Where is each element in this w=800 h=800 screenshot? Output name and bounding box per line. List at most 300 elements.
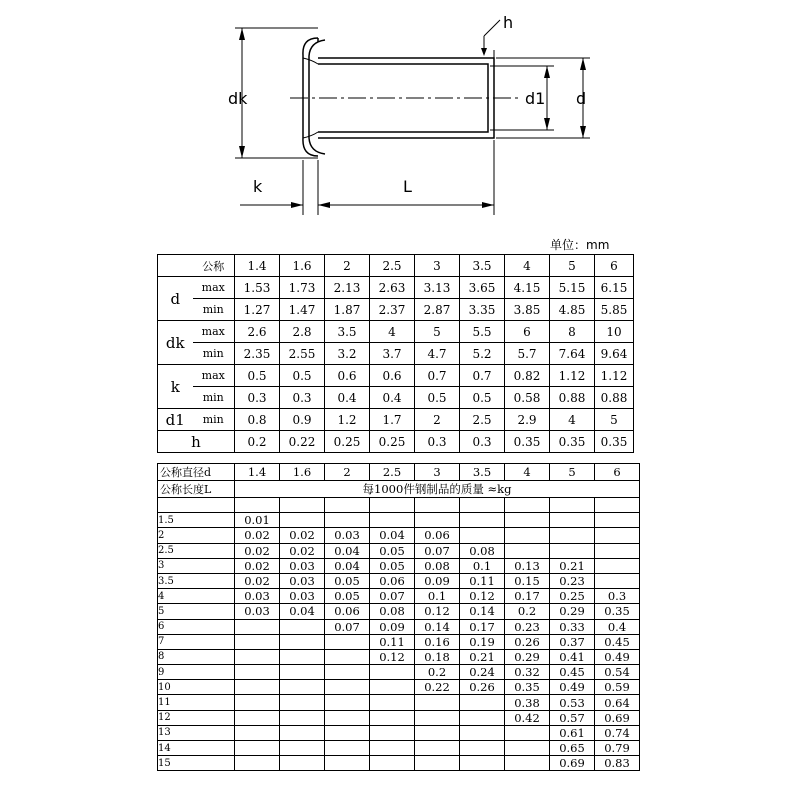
spec-value-cell: 3.65 bbox=[460, 277, 505, 299]
mass-value-cell: 0.03 bbox=[325, 528, 370, 543]
mass-value-cell bbox=[280, 680, 325, 695]
mass-title-row bbox=[158, 481, 640, 498]
spec-value-cell: 2.37 bbox=[370, 299, 415, 321]
spec-value-cell: 0.35 bbox=[550, 431, 595, 453]
spec-value-cell: 0.7 bbox=[460, 365, 505, 387]
mass-value-cell bbox=[505, 756, 550, 771]
spec-size-header: 2.5 bbox=[370, 255, 415, 277]
mass-value-cell: 0.02 bbox=[280, 543, 325, 558]
spec-value-cell: 1.7 bbox=[370, 409, 415, 431]
mass-value-cell bbox=[415, 513, 460, 528]
mass-value-cell bbox=[280, 513, 325, 528]
mass-value-cell bbox=[370, 710, 415, 725]
spec-value-cell: 0.25 bbox=[325, 431, 370, 453]
mass-row bbox=[158, 680, 640, 695]
spec-value-cell: 0.22 bbox=[280, 431, 325, 453]
mass-blank-cell bbox=[158, 498, 235, 513]
spec-value-cell: 0.3 bbox=[280, 387, 325, 409]
spec-value-cell: 3.85 bbox=[505, 299, 550, 321]
mass-value-cell: 0.69 bbox=[595, 710, 640, 725]
mass-value-cell: 0.29 bbox=[505, 649, 550, 664]
mass-value-cell bbox=[595, 513, 640, 528]
mass-diameter-row bbox=[158, 464, 640, 481]
mass-value-cell bbox=[235, 725, 280, 740]
label-k: k bbox=[253, 177, 263, 196]
mass-value-cell: 0.19 bbox=[460, 634, 505, 649]
mass-value-cell: 0.03 bbox=[280, 558, 325, 573]
mass-length-cell: 6 bbox=[158, 619, 235, 634]
mass-row bbox=[158, 558, 640, 573]
spec-value-cell: 0.7 bbox=[415, 365, 460, 387]
mass-value-cell bbox=[280, 649, 325, 664]
mass-size-header: 6 bbox=[595, 464, 640, 481]
mass-row bbox=[158, 589, 640, 604]
mass-value-cell bbox=[415, 695, 460, 710]
spec-value-cell: 5.15 bbox=[550, 277, 595, 299]
spec-header-row bbox=[158, 255, 634, 277]
spec-param-label: d bbox=[158, 277, 193, 321]
mass-value-cell: 0.11 bbox=[370, 634, 415, 649]
mass-value-cell: 0.02 bbox=[280, 528, 325, 543]
spec-value-cell: 2 bbox=[415, 409, 460, 431]
spec-row bbox=[158, 299, 634, 321]
mass-value-cell: 0.69 bbox=[550, 756, 595, 771]
mass-value-cell bbox=[595, 558, 640, 573]
mass-length-cell: 8 bbox=[158, 649, 235, 664]
mass-value-cell: 0.22 bbox=[415, 680, 460, 695]
mass-value-cell: 0.07 bbox=[370, 589, 415, 604]
spec-value-cell: 2.5 bbox=[460, 409, 505, 431]
mass-value-cell: 0.4 bbox=[595, 619, 640, 634]
mass-value-cell: 0.3 bbox=[595, 589, 640, 604]
mass-value-cell: 0.02 bbox=[235, 528, 280, 543]
spec-row bbox=[158, 431, 634, 453]
mass-length-cell: 3 bbox=[158, 558, 235, 573]
spec-param-label: h bbox=[158, 431, 235, 453]
mass-value-cell bbox=[370, 695, 415, 710]
mass-table bbox=[157, 463, 640, 771]
mass-value-cell bbox=[280, 741, 325, 756]
mass-value-cell bbox=[370, 680, 415, 695]
spec-row bbox=[158, 387, 634, 409]
spec-value-cell: 5.85 bbox=[595, 299, 634, 321]
mass-length-cell: 12 bbox=[158, 710, 235, 725]
spec-value-cell: 0.5 bbox=[415, 387, 460, 409]
mass-length-cell: 4 bbox=[158, 589, 235, 604]
spec-sub-label: max bbox=[193, 365, 235, 387]
mass-value-cell bbox=[595, 543, 640, 558]
mass-value-cell: 0.33 bbox=[550, 619, 595, 634]
mass-row bbox=[158, 543, 640, 558]
mass-value-cell bbox=[595, 528, 640, 543]
mass-value-cell bbox=[595, 573, 640, 588]
mass-value-cell bbox=[235, 665, 280, 680]
mass-blank-cell bbox=[370, 498, 415, 513]
mass-value-cell bbox=[460, 695, 505, 710]
mass-size-header: 4 bbox=[505, 464, 550, 481]
mass-value-cell: 0.09 bbox=[370, 619, 415, 634]
mass-value-cell bbox=[325, 756, 370, 771]
spec-value-cell: 3.5 bbox=[325, 321, 370, 343]
spec-param-label: k bbox=[158, 365, 193, 409]
mass-value-cell bbox=[325, 665, 370, 680]
mass-row bbox=[158, 528, 640, 543]
spec-row bbox=[158, 321, 634, 343]
spec-value-cell: 5 bbox=[595, 409, 634, 431]
label-d1: d1 bbox=[525, 89, 546, 108]
spec-value-cell: 0.2 bbox=[235, 431, 280, 453]
spec-value-cell: 0.35 bbox=[505, 431, 550, 453]
mass-length-cell: 2 bbox=[158, 528, 235, 543]
spec-value-cell: 0.82 bbox=[505, 365, 550, 387]
spec-value-cell: 1.87 bbox=[325, 299, 370, 321]
mass-size-header: 5 bbox=[550, 464, 595, 481]
spec-value-cell: 6.15 bbox=[595, 277, 634, 299]
spec-value-cell: 2.13 bbox=[325, 277, 370, 299]
spec-value-cell: 4 bbox=[550, 409, 595, 431]
mass-row bbox=[158, 695, 640, 710]
mass-value-cell: 0.24 bbox=[460, 665, 505, 680]
mass-value-cell: 0.45 bbox=[550, 665, 595, 680]
mass-value-cell: 0.64 bbox=[595, 695, 640, 710]
mass-value-cell: 0.04 bbox=[325, 558, 370, 573]
mass-value-cell bbox=[235, 649, 280, 664]
mass-row bbox=[158, 665, 640, 680]
mass-value-cell: 0.41 bbox=[550, 649, 595, 664]
mass-value-cell bbox=[460, 528, 505, 543]
spec-value-cell: 0.4 bbox=[370, 387, 415, 409]
spec-corner-cell bbox=[158, 255, 193, 277]
mass-value-cell: 0.25 bbox=[550, 589, 595, 604]
mass-value-cell bbox=[505, 725, 550, 740]
mass-value-cell: 0.13 bbox=[505, 558, 550, 573]
mass-value-cell bbox=[280, 756, 325, 771]
mass-row bbox=[158, 604, 640, 619]
mass-value-cell bbox=[550, 528, 595, 543]
mass-value-cell: 0.05 bbox=[370, 558, 415, 573]
unit-label: 单位：mm bbox=[550, 238, 610, 252]
mass-value-cell: 0.1 bbox=[460, 558, 505, 573]
mass-length-cell: 7 bbox=[158, 634, 235, 649]
mass-value-cell: 0.18 bbox=[415, 649, 460, 664]
mass-value-cell: 0.03 bbox=[280, 573, 325, 588]
mass-blank-row bbox=[158, 498, 640, 513]
spec-value-cell: 8 bbox=[550, 321, 595, 343]
mass-value-cell: 0.35 bbox=[505, 680, 550, 695]
spec-value-cell: 1.12 bbox=[595, 365, 634, 387]
spec-size-header: 1.6 bbox=[280, 255, 325, 277]
mass-length-label: 公称长度L bbox=[158, 481, 235, 498]
mass-row bbox=[158, 634, 640, 649]
mass-value-cell: 0.07 bbox=[325, 619, 370, 634]
spec-value-cell: 0.88 bbox=[550, 387, 595, 409]
mass-value-cell: 0.37 bbox=[550, 634, 595, 649]
spec-sub-label: min bbox=[193, 409, 235, 431]
mass-value-cell bbox=[415, 710, 460, 725]
mass-value-cell bbox=[370, 756, 415, 771]
mass-row bbox=[158, 756, 640, 771]
mass-blank-cell bbox=[280, 498, 325, 513]
mass-value-cell bbox=[370, 665, 415, 680]
mass-size-header: 2.5 bbox=[370, 464, 415, 481]
mass-value-cell bbox=[325, 695, 370, 710]
mass-size-header: 3.5 bbox=[460, 464, 505, 481]
mass-value-cell bbox=[505, 741, 550, 756]
spec-row bbox=[158, 365, 634, 387]
mass-value-cell bbox=[415, 756, 460, 771]
spec-value-cell: 6 bbox=[505, 321, 550, 343]
spec-value-cell: 3.2 bbox=[325, 343, 370, 365]
spec-value-cell: 0.8 bbox=[235, 409, 280, 431]
mass-value-cell: 0.21 bbox=[550, 558, 595, 573]
spec-value-cell: 3.13 bbox=[415, 277, 460, 299]
mass-value-cell: 0.04 bbox=[370, 528, 415, 543]
spec-value-cell: 0.3 bbox=[235, 387, 280, 409]
mass-value-cell bbox=[235, 710, 280, 725]
mass-value-cell: 0.01 bbox=[235, 513, 280, 528]
mass-length-cell: 13 bbox=[158, 725, 235, 740]
mass-value-cell bbox=[505, 543, 550, 558]
mass-value-cell bbox=[460, 513, 505, 528]
mass-value-cell: 0.17 bbox=[505, 589, 550, 604]
spec-sub-label: max bbox=[193, 277, 235, 299]
mass-value-cell: 0.57 bbox=[550, 710, 595, 725]
mass-size-header: 3 bbox=[415, 464, 460, 481]
mass-value-cell bbox=[235, 741, 280, 756]
mass-value-cell bbox=[235, 695, 280, 710]
mass-value-cell: 0.65 bbox=[550, 741, 595, 756]
mass-length-cell: 1.5 bbox=[158, 513, 235, 528]
mass-value-cell bbox=[280, 665, 325, 680]
spec-value-cell: 0.3 bbox=[415, 431, 460, 453]
spec-value-cell: 0.6 bbox=[370, 365, 415, 387]
mass-value-cell: 0.14 bbox=[460, 604, 505, 619]
mass-value-cell: 0.06 bbox=[325, 604, 370, 619]
mass-value-cell: 0.06 bbox=[370, 573, 415, 588]
mass-blank-cell bbox=[505, 498, 550, 513]
spec-value-cell: 0.9 bbox=[280, 409, 325, 431]
label-h: h bbox=[503, 13, 514, 32]
mass-row bbox=[158, 573, 640, 588]
mass-value-cell: 0.26 bbox=[505, 634, 550, 649]
mass-row bbox=[158, 710, 640, 725]
mass-value-cell bbox=[325, 513, 370, 528]
spec-size-header: 5 bbox=[550, 255, 595, 277]
spec-size-header: 3.5 bbox=[460, 255, 505, 277]
rivet-drawing bbox=[0, 0, 800, 235]
mass-blank-cell bbox=[235, 498, 280, 513]
mass-value-cell: 0.02 bbox=[235, 558, 280, 573]
mass-value-cell bbox=[325, 710, 370, 725]
mass-value-cell: 0.03 bbox=[235, 604, 280, 619]
spec-value-cell: 1.73 bbox=[280, 277, 325, 299]
mass-value-cell bbox=[280, 725, 325, 740]
spec-value-cell: 0.35 bbox=[595, 431, 634, 453]
mass-value-cell bbox=[550, 543, 595, 558]
mass-value-cell: 0.16 bbox=[415, 634, 460, 649]
mass-value-cell: 0.08 bbox=[460, 543, 505, 558]
spec-value-cell: 4 bbox=[370, 321, 415, 343]
mass-length-cell: 5 bbox=[158, 604, 235, 619]
mass-value-cell: 0.59 bbox=[595, 680, 640, 695]
mass-value-cell: 0.04 bbox=[280, 604, 325, 619]
mass-value-cell bbox=[325, 741, 370, 756]
mass-blank-cell bbox=[415, 498, 460, 513]
mass-value-cell: 0.83 bbox=[595, 756, 640, 771]
spec-value-cell: 2.35 bbox=[235, 343, 280, 365]
mass-value-cell: 0.14 bbox=[415, 619, 460, 634]
mass-length-cell: 15 bbox=[158, 756, 235, 771]
spec-value-cell: 3.7 bbox=[370, 343, 415, 365]
mass-length-cell: 14 bbox=[158, 741, 235, 756]
spec-sub-label: max bbox=[193, 321, 235, 343]
mass-value-cell: 0.05 bbox=[325, 589, 370, 604]
spec-value-cell: 4.15 bbox=[505, 277, 550, 299]
mass-value-cell bbox=[325, 725, 370, 740]
mass-size-header: 1.4 bbox=[235, 464, 280, 481]
mass-size-header: 2 bbox=[325, 464, 370, 481]
spec-value-cell: 2.9 bbox=[505, 409, 550, 431]
spec-size-header: 6 bbox=[595, 255, 634, 277]
mass-value-cell: 0.2 bbox=[415, 665, 460, 680]
label-d: d bbox=[576, 89, 587, 108]
mass-value-cell: 0.05 bbox=[325, 573, 370, 588]
mass-value-cell: 0.42 bbox=[505, 710, 550, 725]
mass-value-cell: 0.26 bbox=[460, 680, 505, 695]
mass-value-cell bbox=[370, 741, 415, 756]
mass-value-cell bbox=[235, 619, 280, 634]
spec-sub-label: min bbox=[193, 387, 235, 409]
spec-row bbox=[158, 277, 634, 299]
mass-blank-cell bbox=[325, 498, 370, 513]
spec-value-cell: 10 bbox=[595, 321, 634, 343]
spec-size-header: 1.4 bbox=[235, 255, 280, 277]
spec-value-cell: 0.5 bbox=[280, 365, 325, 387]
mass-value-cell: 0.49 bbox=[595, 649, 640, 664]
mass-value-cell: 0.11 bbox=[460, 573, 505, 588]
spec-value-cell: 1.27 bbox=[235, 299, 280, 321]
mass-value-cell: 0.04 bbox=[325, 543, 370, 558]
mass-value-cell bbox=[280, 710, 325, 725]
mass-value-cell: 0.35 bbox=[595, 604, 640, 619]
mass-value-cell bbox=[460, 756, 505, 771]
mass-value-cell: 0.61 bbox=[550, 725, 595, 740]
spec-row bbox=[158, 409, 634, 431]
spec-value-cell: 3.35 bbox=[460, 299, 505, 321]
mass-value-cell bbox=[325, 634, 370, 649]
mass-value-cell: 0.23 bbox=[505, 619, 550, 634]
mass-value-cell: 0.54 bbox=[595, 665, 640, 680]
spec-value-cell: 1.47 bbox=[280, 299, 325, 321]
mass-value-cell bbox=[235, 680, 280, 695]
mass-value-cell: 0.38 bbox=[505, 695, 550, 710]
mass-value-cell: 0.12 bbox=[415, 604, 460, 619]
label-L: L bbox=[403, 177, 412, 196]
label-dk: dk bbox=[228, 89, 248, 108]
mass-value-cell bbox=[280, 634, 325, 649]
mass-blank-cell bbox=[460, 498, 505, 513]
mass-value-cell bbox=[460, 741, 505, 756]
mass-row bbox=[158, 725, 640, 740]
mass-value-cell: 0.79 bbox=[595, 741, 640, 756]
mass-value-cell bbox=[460, 725, 505, 740]
mass-value-cell: 0.45 bbox=[595, 634, 640, 649]
mass-value-cell: 0.49 bbox=[550, 680, 595, 695]
mass-value-cell: 0.2 bbox=[505, 604, 550, 619]
spec-value-cell: 0.25 bbox=[370, 431, 415, 453]
mass-diameter-label: 公称直径d bbox=[158, 464, 235, 481]
spec-sub-label: min bbox=[193, 343, 235, 365]
spec-row bbox=[158, 343, 634, 365]
spec-value-cell: 2.6 bbox=[235, 321, 280, 343]
mass-row bbox=[158, 619, 640, 634]
mass-value-cell: 0.09 bbox=[415, 573, 460, 588]
mass-value-cell bbox=[235, 634, 280, 649]
mass-value-cell: 0.08 bbox=[415, 558, 460, 573]
spec-value-cell: 4.85 bbox=[550, 299, 595, 321]
mass-value-cell: 0.1 bbox=[415, 589, 460, 604]
mass-size-header: 1.6 bbox=[280, 464, 325, 481]
spec-value-cell: 0.3 bbox=[460, 431, 505, 453]
mass-value-cell: 0.06 bbox=[415, 528, 460, 543]
mass-value-cell bbox=[370, 725, 415, 740]
mass-value-cell bbox=[325, 680, 370, 695]
spec-value-cell: 5.5 bbox=[460, 321, 505, 343]
mass-value-cell bbox=[280, 619, 325, 634]
mass-value-cell: 0.15 bbox=[505, 573, 550, 588]
mass-value-cell: 0.53 bbox=[550, 695, 595, 710]
spec-value-cell: 0.6 bbox=[325, 365, 370, 387]
spec-value-cell: 0.88 bbox=[595, 387, 634, 409]
spec-value-cell: 0.4 bbox=[325, 387, 370, 409]
spec-value-cell: 5.2 bbox=[460, 343, 505, 365]
spec-value-cell: 9.64 bbox=[595, 343, 634, 365]
spec-value-cell: 7.64 bbox=[550, 343, 595, 365]
spec-param-label: dk bbox=[158, 321, 193, 365]
mass-length-cell: 11 bbox=[158, 695, 235, 710]
mass-value-cell bbox=[505, 513, 550, 528]
spec-value-cell: 2.8 bbox=[280, 321, 325, 343]
spec-sub-label: min bbox=[193, 299, 235, 321]
spec-value-cell: 0.5 bbox=[235, 365, 280, 387]
spec-header-label: 公称 bbox=[193, 255, 235, 277]
mass-value-cell bbox=[505, 528, 550, 543]
mass-value-cell: 0.08 bbox=[370, 604, 415, 619]
mass-value-cell bbox=[235, 756, 280, 771]
spec-size-header: 3 bbox=[415, 255, 460, 277]
mass-value-cell: 0.02 bbox=[235, 573, 280, 588]
spec-table bbox=[157, 254, 634, 453]
mass-value-cell: 0.12 bbox=[460, 589, 505, 604]
spec-param-label: d1 bbox=[158, 409, 193, 431]
mass-length-cell: 10 bbox=[158, 680, 235, 695]
mass-length-cell: 9 bbox=[158, 665, 235, 680]
mass-value-cell: 0.03 bbox=[235, 589, 280, 604]
spec-size-header: 4 bbox=[505, 255, 550, 277]
spec-value-cell: 5.7 bbox=[505, 343, 550, 365]
mass-value-cell: 0.07 bbox=[415, 543, 460, 558]
mass-value-cell: 0.23 bbox=[550, 573, 595, 588]
mass-value-cell bbox=[460, 710, 505, 725]
spec-value-cell: 1.12 bbox=[550, 365, 595, 387]
mass-value-cell: 0.02 bbox=[235, 543, 280, 558]
mass-value-cell: 0.05 bbox=[370, 543, 415, 558]
mass-value-cell: 0.03 bbox=[280, 589, 325, 604]
spec-value-cell: 1.53 bbox=[235, 277, 280, 299]
mass-value-cell: 0.74 bbox=[595, 725, 640, 740]
mass-value-cell bbox=[370, 513, 415, 528]
spec-value-cell: 5 bbox=[415, 321, 460, 343]
